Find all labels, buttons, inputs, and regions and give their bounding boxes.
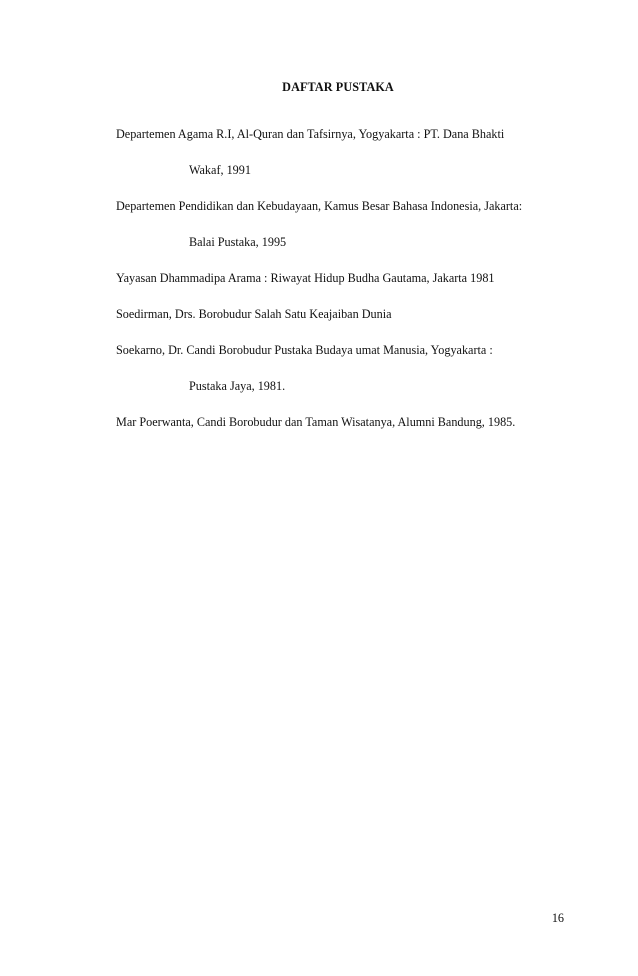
reference-line: Departemen Pendidikan dan Kebudayaan, Kamus Besar Bahasa Indonesia, Jakarta: (116, 199, 523, 213)
reference-item (116, 414, 586, 430)
reference-item (116, 270, 586, 286)
reference-line: Soedirman, Drs. Borobudur Salah Satu Keajaiban Dunia (116, 307, 392, 321)
reference-item (116, 342, 586, 394)
reference-line-continuation: Wakaf, 1991 (189, 163, 251, 177)
reference-line-continuation: Balai Pustaka, 1995 (189, 235, 287, 249)
reference-list (116, 126, 586, 430)
reference-line: Yayasan Dhammadipa Arama : Riwayat Hidup Budha Gautama, Jakarta 1981 (116, 271, 495, 285)
reference-line: Soekarno, Dr. Candi Borobudur Pustaka Budaya umat Manusia, Yogyakarta : (116, 343, 493, 357)
reference-item (116, 198, 586, 250)
reference-line: Departemen Agama R.I, Al-Quran dan Tafsirnya, Yogyakarta : PT. Dana Bhakti (116, 127, 505, 141)
page-title: DAFTAR PUSTAKA (282, 80, 394, 94)
reference-item (116, 306, 586, 322)
reference-item (116, 126, 586, 178)
reference-line-continuation: Pustaka Jaya, 1981. (189, 379, 286, 393)
page-number: 16 (551, 911, 564, 925)
reference-line: Mar Poerwanta, Candi Borobudur dan Taman Wisatanya, Alumni Bandung, 1985. (116, 415, 516, 429)
